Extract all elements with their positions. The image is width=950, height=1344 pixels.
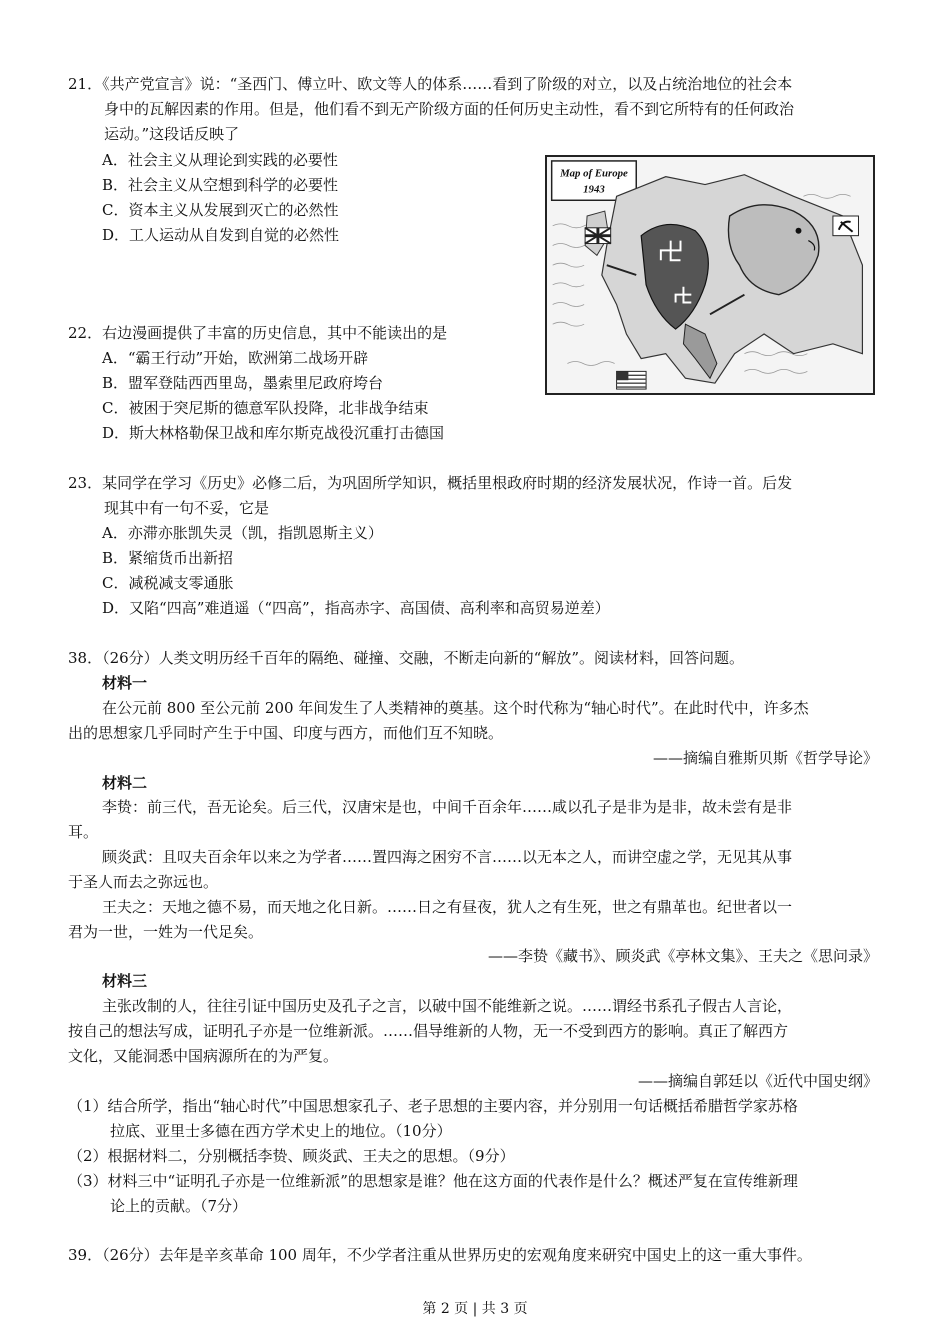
q22-stem: 22．右边漫画提供了丰富的历史信息，其中不能读出的是 [68, 324, 448, 342]
material-2-line-6: 君为一世，一姓为一代足矣。 [68, 923, 264, 941]
cartoon-title-line-2: 1943 [583, 183, 605, 196]
material-3-line-2: 按自己的想法写成，证明孔子亦是一位维新派。……倡导维新的人物，无一不受到西方的影响。真正了解西方 [68, 1022, 789, 1040]
q23-option-d: D．又陷“四高”难逍遥（“四高”，指高赤字、高国债、高利率和高贸易逆差） [102, 599, 610, 617]
q38-question-1-line-1: （1）结合所学，指出“轴心时代”中国思想家孔子、老子思想的主要内容，并分别用一句话概括希腊哲学家苏格 [68, 1097, 798, 1115]
q22-option-a: A．“霸王行动”开始，欧洲第二战场开辟 [102, 349, 369, 367]
q22-option-c: C．被困于突尼斯的德意军队投降，北非战争结束 [102, 399, 429, 417]
page-footer: 第 2 页 | 共 3 页 [422, 1301, 528, 1317]
europe-landmass [602, 175, 863, 383]
material-2-line-2: 耳。 [68, 823, 99, 841]
material-2-title: 材料二 [102, 774, 148, 792]
q38-question-3-line-1: （3）材料三中“证明孔子亦是一位维新派”的思想家是谁？他在这方面的代表作是什么？概述严复在宣传维新理 [68, 1172, 798, 1190]
cartoon-drawing [547, 157, 873, 393]
q21-option-b: B．社会主义从空想到科学的必要性 [102, 176, 339, 194]
q23-option-c: C．减税减支零通胀 [102, 574, 234, 592]
q21-option-a: A．社会主义从理论到实践的必要性 [102, 151, 338, 169]
material-1-source: ——摘编自雅斯贝斯《哲学导论》 [652, 749, 878, 767]
q21-stem-line-2: 身中的瓦解因素的作用。但是，他们看不到无产阶级方面的任何历史主动性，看不到它所特有的任何政治 [104, 100, 795, 118]
q38-question-3-line-2: 论上的贡献。（7分） [110, 1197, 248, 1215]
q21-stem-line-1: 21．《共产党宣言》说：“圣西门、傅立叶、欧文等人的体系……看到了阶级的对立，以及占统治地位的社会本 [68, 75, 793, 93]
material-3-title: 材料三 [102, 972, 148, 990]
material-3-line-1: 主张改制的人，往往引证中国历史及孔子之言，以破中国不能维新之说。……谓经书系孔子假古人言论， [102, 997, 793, 1015]
material-1-line-2: 出的思想家几乎同时产生于中国、印度与西方，而他们互不知晓。 [68, 724, 504, 742]
q38-stem: 38．（26分）人类文明历经千百年的隔绝、碰撞、交融，不断走向新的“解放”。阅读材料，回答问题。 [68, 649, 745, 667]
material-1-title: 材料一 [102, 674, 148, 692]
q22-option-d: D．斯大林格勒保卫战和库尔斯克战役沉重打击德国 [102, 424, 445, 442]
q21-stem-line-3: 运动。”这段话反映了 [104, 125, 240, 143]
q39-stem: 39．（26分）去年是辛亥革命 100 周年，不少学者注重从世界历史的宏观角度来研究中国史上的这一重大事件。 [68, 1246, 812, 1264]
material-2-line-5: 王夫之：天地之德不易，而天地之化日新。……日之有昼夜，犹人之有生死，世之有鼎革也。纪世者以一 [102, 898, 793, 916]
material-2-line-3: 顾炎武：且叹夫百余年以来之为学者……置四海之困穷不言……以无本之人，而讲空虚之学，无见其从事 [102, 848, 793, 866]
material-2-line-1: 李贽：前三代，吾无论矣。后三代，汉唐宋是也，中间千百余年……咸以孔子是非为是非，故未尝有是非 [102, 798, 793, 816]
material-3-line-3: 文化，又能洞悉中国病源所在的为严复。 [68, 1047, 339, 1065]
hammer-sickle-icon [833, 216, 859, 236]
material-2-source: ——李贽《藏书》、顾炎武《亭林文集》、王夫之《思问录》 [487, 947, 878, 965]
bear-eye [796, 228, 802, 234]
material-2-line-4: 于圣人而去之弥远也。 [68, 873, 219, 891]
q23-option-a: A．亦滞亦胀凯失灵（凯，指凯恩斯主义） [102, 524, 383, 542]
q22-option-b: B．盟军登陆西西里岛，墨索里尼政府垮台 [102, 374, 384, 392]
material-3-source: ——摘编自郭廷以《近代中国史纲》 [637, 1072, 878, 1090]
q23-stem-line-2: 现其中有一句不妥，它是 [104, 499, 270, 517]
q38-question-1-line-2: 拉底、亚里士多德在西方学术史上的地位。（10分） [110, 1122, 452, 1140]
q23-option-b: B．紧缩货币出新招 [102, 549, 234, 567]
q21-option-d: D．工人运动从自发到自觉的必然性 [102, 226, 340, 244]
material-1-line-1: 在公元前 800 至公元前 200 年间发生了人类精神的奠基。这个时代称为“轴心时代”。在此时代中，许多杰 [102, 699, 809, 717]
uk-flag-icon [585, 228, 611, 244]
europe-1943-cartoon [545, 155, 875, 395]
q38-question-2: （2）根据材料二，分别概括李贽、顾炎武、王夫之的思想。（9分） [68, 1147, 515, 1165]
q21-option-c: C．资本主义从发展到灭亡的必然性 [102, 201, 339, 219]
us-flag-icon [617, 371, 647, 389]
q23-stem-line-1: 23．某同学在学习《历史》必修二后，为巩固所学知识，概括里根政府时期的经济发展状况，作诗一首。后发 [68, 474, 793, 492]
cartoon-title-line-1: Map of Europe [560, 167, 628, 180]
